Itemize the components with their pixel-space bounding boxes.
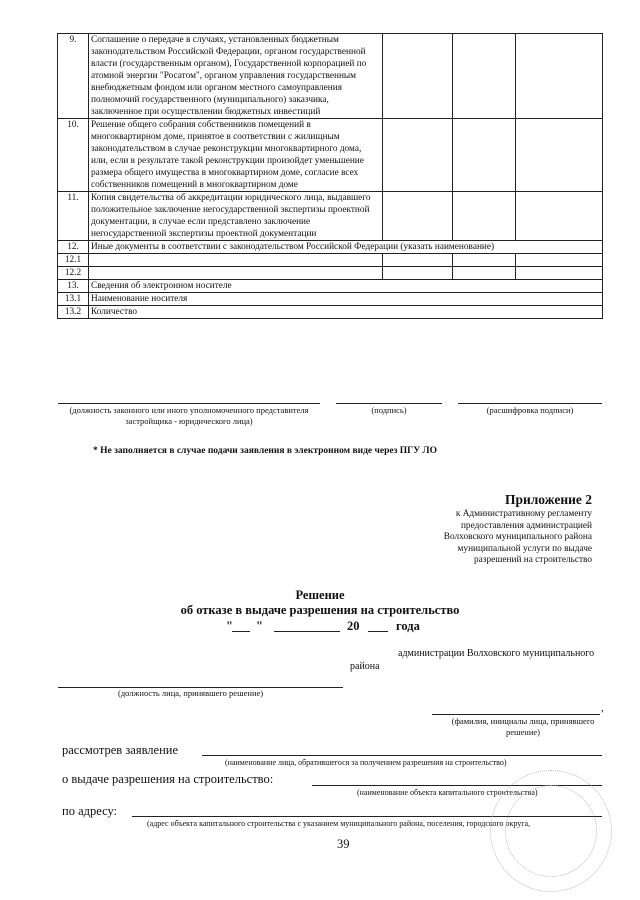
row-number: 12.2 (58, 267, 89, 280)
row-number: 12. (58, 241, 89, 254)
row-text (89, 254, 383, 267)
row-number: 9. (58, 34, 89, 119)
stamp-inner-ring (505, 785, 597, 877)
year-prefix: 20 (347, 619, 360, 633)
appendix-line: к Административному регламенту (455, 509, 592, 519)
table-row (58, 119, 603, 192)
row-cell[interactable] (453, 254, 516, 267)
position-line[interactable] (58, 403, 320, 404)
date-quote-open: " (226, 619, 233, 633)
table-row (58, 254, 603, 267)
appendix-title: Приложение 2 (504, 492, 592, 507)
fio-caption: (фамилия, инициалы лица, принявшего решение) (451, 716, 595, 737)
row-number: 11. (58, 192, 89, 241)
documents-table (57, 33, 603, 319)
row-text: Наименование носителя (89, 293, 603, 306)
decode-caption: (расшифровка подписи) (486, 405, 574, 415)
row-number: 12.1 (58, 254, 89, 267)
fio-line[interactable] (432, 714, 600, 715)
object-label: о выдаче разрешения на строительство: (62, 772, 274, 786)
row-text: Решение общего собрания собственников помещений в многоквартирном доме, принятое в соответствии с жилищным законодательством в случае реконструкции многоквартирного дома, или, если в результате такой реконструкции произойдет уменьшение размера общего имущества в многоквартирном доме, согласие всех собственников помещений в многоквартирном доме (89, 119, 383, 192)
considered-caption: (наименование лица, обратившегося за получением разрешения на строительство) (225, 758, 507, 767)
table-row (58, 241, 603, 254)
row-cell[interactable] (383, 34, 453, 119)
date-quote-close: " (256, 619, 263, 633)
position-caption: (должность законного или иного уполномоченного представителя застройщика - юридического лица) (69, 405, 309, 426)
object-caption: (наименование объекта капитального строительства) (357, 788, 538, 797)
row-number: 10. (58, 119, 89, 192)
row-cell[interactable] (516, 192, 603, 241)
electronic-note: * Не заполняется в случае подачи заявления в электронном виде через ПГУ ЛО (93, 446, 438, 456)
considered-label: рассмотрев заявление (62, 743, 179, 757)
row-cell[interactable] (383, 267, 453, 280)
fio-comma: , (601, 702, 604, 714)
table-row (58, 192, 603, 241)
signature-line[interactable] (336, 403, 442, 404)
row-cell[interactable] (516, 119, 603, 192)
decision-subtitle: об отказе в выдаче разрешения на строительство (180, 603, 460, 617)
row-cell[interactable] (516, 34, 603, 119)
table-row (58, 306, 603, 319)
decode-line[interactable] (458, 403, 602, 404)
row-number: 13. (58, 280, 89, 293)
date-month-field[interactable] (274, 631, 340, 632)
row-cell[interactable] (383, 119, 453, 192)
admin-text: администрации Волховского муниципального (398, 648, 595, 659)
row-cell[interactable] (516, 267, 603, 280)
row-cell[interactable] (516, 254, 603, 267)
appendix-lines (380, 509, 592, 567)
decision-title: Решение (295, 588, 345, 602)
row-cell[interactable] (383, 254, 453, 267)
appendix-line: муниципальной услуги по выдаче (457, 543, 592, 554)
year-suffix: года (396, 619, 420, 633)
signature-caption: (подпись) (371, 405, 407, 415)
row-text: Количество (89, 306, 603, 319)
appendix-line: разрешений на строительство (474, 555, 592, 565)
table-row (58, 293, 603, 306)
row-cell[interactable] (453, 192, 516, 241)
row-cell[interactable] (453, 34, 516, 119)
table-row (58, 267, 603, 280)
row-text: Сведения об электронном носителе (89, 280, 603, 293)
table-row (58, 34, 603, 119)
address-label: по адресу: (62, 804, 118, 818)
row-text: Копия свидетельства об аккредитации юридического лица, выдавшего положительное заключение негосударственной экспертизы проектной документации, в случае если представлено заключение негосударственной экспертизы проектной документации (89, 192, 383, 241)
admin-text-2: района (350, 661, 380, 672)
row-number: 13.2 (58, 306, 89, 319)
row-cell[interactable] (453, 267, 516, 280)
row-text: Иные документы в соответствии с законодательством Российской Федерации (указать наименование) (89, 241, 603, 254)
row-cell[interactable] (383, 192, 453, 241)
considered-field[interactable] (202, 755, 602, 756)
table-row (58, 280, 603, 293)
appendix-line: предоставления администрацией (460, 520, 592, 531)
row-text: Соглашение о передаче в случаях, установленных бюджетным законодательством Российской Федерации, органом государственной власти (государственным органом), Государственной корпорацией по атомной энергии "Росатом", органом управления государственным внебюджетным фондом или органом местного самоуправления полномочий государственного (муниципального) заказчика, заключенное при осуществлении бюджетных инвестиций (89, 34, 383, 119)
date-year-field[interactable] (368, 631, 388, 632)
date-day-field[interactable] (232, 631, 250, 632)
address-caption: (адрес объекта капитального строительства с указанием муниципального района, поселения, городского округа, (147, 819, 531, 828)
row-text (89, 267, 383, 280)
row-number: 13.1 (58, 293, 89, 306)
appendix-line: Волховского муниципального района (443, 532, 592, 542)
row-cell[interactable] (453, 119, 516, 192)
decision-position-caption: (должность лица, принявшего решение) (118, 688, 264, 698)
page-number: 39 (337, 837, 350, 851)
